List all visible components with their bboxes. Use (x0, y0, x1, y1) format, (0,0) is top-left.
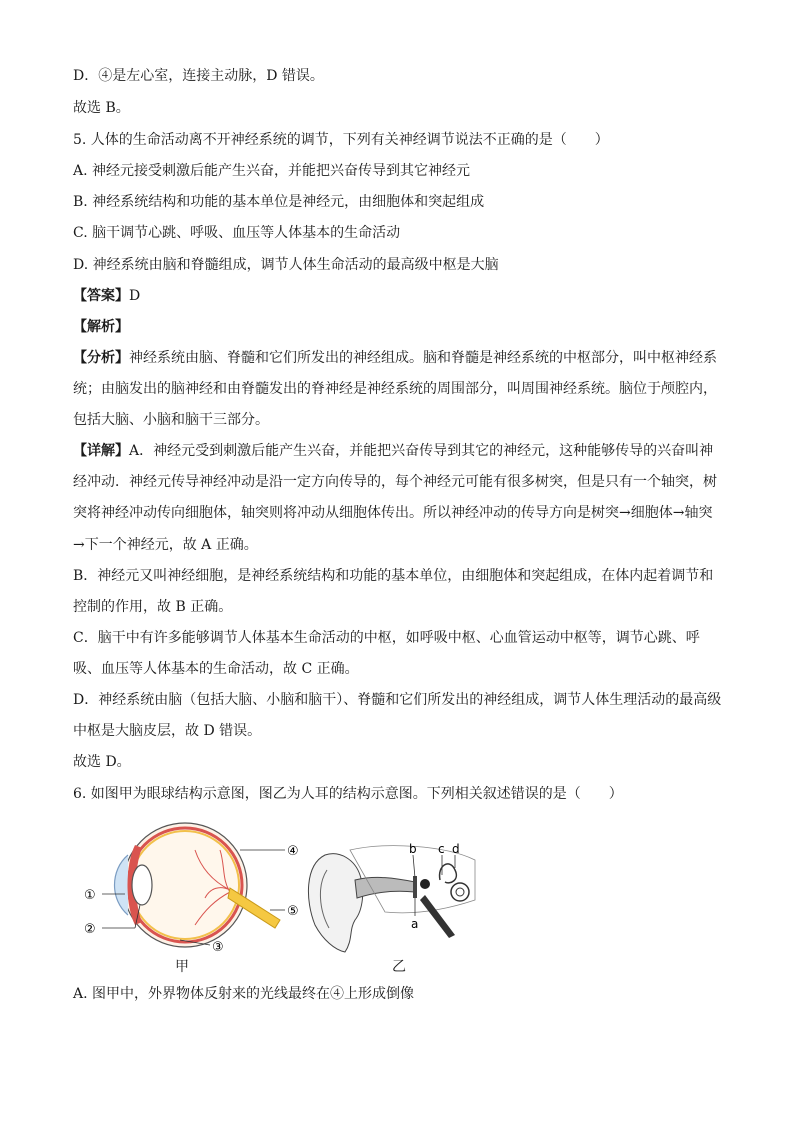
xiangjie-text-1: A．神经元受到刺激后能产生兴奋，并能把兴奋传导到其它的神经元，这种能够传导的兴奋叫神 (129, 443, 714, 459)
ear-auricle (308, 854, 362, 952)
line-choose-b: 故选 B。 (73, 100, 130, 116)
question-6-stem: 6. 如图甲为眼球结构示意图，图乙为人耳的结构示意图。下列相关叙述错误的是（ ） (73, 786, 623, 802)
eye-label-4: ④ (287, 844, 299, 859)
ear-label-a: a (411, 917, 419, 931)
xiangjie-line-5: B．神经元又叫神经细胞，是神经系统结构和功能的基本单位，由细胞体和突起组成，在体内起着调节和 (73, 568, 714, 584)
question-5-stem: 5. 人体的生命活动离不开神经系统的调节，下列有关神经调节说法不正确的是（ ） (73, 132, 609, 148)
xiangjie-line-2: 经冲动．神经元传导神经冲动是沿一定方向传导的，每个神经元可能有很多树突，但是只有一个轴突，树 (73, 474, 717, 490)
fenxi-line-2: 统；由脑发出的脑神经和由脊髓发出的脊神经是神经系统的周围部分，叫周围神经系统。脑位于颅腔内， (73, 381, 717, 397)
xiangjie-line-10: 中枢是大脑皮层，故 D 错误。 (73, 723, 262, 739)
xiangjie-line-9: D．神经系统由脑（包括大脑、小脑和脑干）、脊髓和它们所发出的神经组成，调节人体生理活动的最高级 (73, 692, 722, 708)
xiangjie-line-7: C．脑干中有许多能够调节人体基本生命活动的中枢，如呼吸中枢、心血管运动中枢等，调节心跳、呼 (73, 630, 700, 646)
eye-cornea (115, 855, 129, 915)
fenxi-tag: 【分析】 (73, 350, 129, 366)
ear-canal (355, 877, 415, 898)
ear-label-d: d (452, 842, 460, 856)
eye-label-3: ③ (212, 940, 224, 955)
fenxi-line-1 (73, 348, 717, 368)
line-answer-d: D．④是左心室，连接主动脉，D 错误。 (73, 68, 324, 84)
fenxi-line-3: 包括大脑、小脑和脑干三部分。 (73, 412, 269, 428)
ear-ossicle (420, 879, 430, 889)
answer-value: D (129, 288, 141, 304)
ear-caption: 乙 (392, 959, 406, 975)
eye-caption: 甲 (175, 959, 189, 975)
eye-lens (132, 865, 152, 905)
ear-cochlea (451, 883, 469, 901)
question-5-option-c: C. 脑干调节心跳、呼吸、血压等人体基本的生命活动 (73, 225, 401, 241)
analysis-tag: 【解析】 (73, 319, 129, 335)
eye-label-5: ⑤ (287, 904, 299, 919)
answer-line (73, 286, 140, 306)
xiangjie-tag: 【详解】 (73, 443, 129, 459)
analysis-heading (73, 317, 129, 337)
answer-tag: 【答案】 (73, 288, 129, 304)
xiangjie-line-4: →下一个神经元，故 A 正确。 (73, 537, 258, 553)
question-5-option-a: A. 神经元接受刺激后能产生兴奋，并能把兴奋传导到其它神经元 (73, 163, 471, 179)
eye-label-1: ① (84, 888, 96, 903)
xiangjie-line-8: 吸、血压等人体基本的生命活动，故 C 正确。 (73, 661, 359, 677)
xiangjie-line-1 (73, 441, 713, 461)
eye-diagram (80, 810, 310, 960)
question-5-option-d: D. 神经系统由脑和脊髓组成，调节人体生命活动的最高级中枢是大脑 (73, 257, 499, 273)
ear-eustachian (420, 895, 455, 938)
ear-label-c: c (438, 842, 445, 856)
ear-label-b: b (409, 842, 417, 856)
question-5-option-b: B. 神经系统结构和功能的基本单位是神经元，由细胞体和突起组成 (73, 194, 485, 210)
xiangjie-line-11: 故选 D。 (73, 754, 131, 770)
xiangjie-line-6: 控制的作用，故 B 正确。 (73, 599, 233, 615)
ear-diagram (305, 840, 485, 960)
ear-drum (413, 876, 417, 898)
question-6-option-a: A. 图甲中，外界物体反射来的光线最终在④上形成倒像 (73, 986, 415, 1002)
fenxi-text-1: 神经系统由脑、脊髓和它们所发出的神经组成。脑和脊髓是神经系统的中枢部分，叫中枢神经系 (129, 350, 717, 366)
xiangjie-line-3: 突将神经冲动传向细胞体，轴突则将冲动从细胞体传出。所以神经冲动的传导方向是树突→细胞体→轴突 (73, 505, 713, 521)
eye-label-2: ② (84, 922, 96, 937)
